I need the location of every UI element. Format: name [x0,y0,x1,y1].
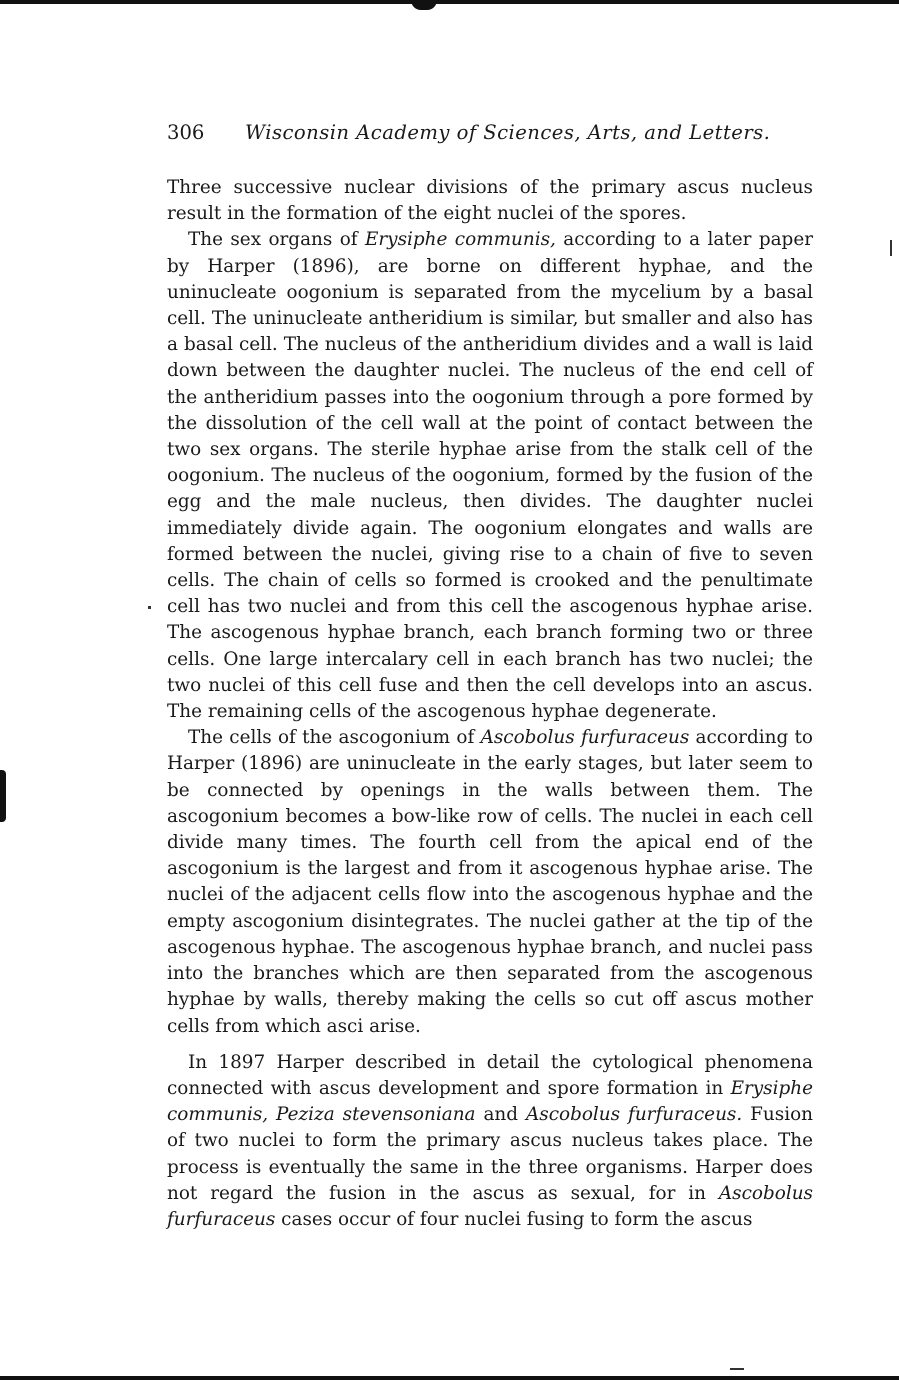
taxon-name: Ascobolus furfuraceus [480,727,690,749]
text-run: In 1897 Harper described in detail the cytological phenomena connected with ascus development and spore formation in [167,1051,813,1099]
taxon-name: Erysiphe communis, Peziza stevensoniana [167,1077,813,1126]
page-number: 306 [167,121,205,144]
text-run: Three successive nuclear divisions of the primary ascus nucleus result in the formation of the eight nuclei of the spores. [167,177,813,225]
paragraph [167,227,813,725]
text-run: Fusion of two nuclei to form the primary ascus nucleus takes place. The process is eventually the same in the three organisms. Harper does not regard the fusion in the ascus as sexual, for in [167,1104,813,1204]
scan-speck [890,240,892,256]
taxon-name: Ascobolus furfuraceus. [525,1104,743,1126]
paragraph [167,1050,813,1233]
scan-left-edge-mark [0,770,6,822]
paragraph [167,175,813,227]
binding-mark [411,0,437,10]
text-run: and [475,1104,526,1126]
running-title: Wisconsin Academy of Sciences, Arts, and Letters. [245,121,771,144]
paragraph [167,725,813,1039]
scan-bottom-edge [0,1376,899,1380]
text-run: The cells of the ascogonium of [188,727,481,749]
scan-top-edge [0,0,899,4]
text-run: according to a later paper by Harper (1896), are borne on different hyphae, and the uninucleate oogonium is separated from the mycelium by a basal cell. The uninucleate antheridium is similar, but smaller and also has a basal cell. The nucleus of the antheridium divides and a wall is laid down between the daughter nuclei. The nucleus of the end cell of the antheridium passes into the oogonium through a pore formed by the dissolution of the cell wall at the point of contact between the two sex organs. The sterile hyphae arise from the stalk cell of the oogonium. The nucleus of the oogonium, formed by the fusion of the egg and the male nucleus, then divides. The daughter nuclei immediately divide again. The oogonium elongates and walls are formed between the nuclei, giving rise to a chain of five to seven cells. The chain of cells so formed is crooked and the penultimate cell has two nuclei and from this cell the ascogenous hyphae arise. The ascogenous hyphae branch, each branch forming two or three cells. One large intercalary cell in each branch has two nuclei; the two nuclei of this cell fuse and then the cell develops into an ascus. The remaining cells of the ascogenous hyphae degenerate. [167,229,813,723]
scan-speck [148,606,151,609]
text-run: according to Harper (1896) are uninucleate in the early stages, but later seem to be connected by openings in the walls between them. The ascogonium becomes a bow-like row of cells. The nuclei in each cell divide many times. The fourth cell from the apical end of the ascogonium is the largest and from it ascogenous hyphae arise. The nuclei of the adjacent cells flow into the ascogenous hyphae and the empty ascogonium disintegrates. The nuclei gather at the tip of the ascogenous hyphae. The ascogenous hyphae branch, and nuclei pass into the branches which are then separated from the ascogenous hyphae by walls, thereby making the cells so cut off ascus mother cells from which asci arise. [167,727,813,1037]
taxon-name: Ascobolus furfuraceus [167,1182,813,1230]
scan-speck [730,1368,744,1370]
text-run: cases occur of four nuclei fusing to form the ascus [275,1208,753,1230]
taxon-name: Erysiphe communis, [364,229,556,251]
page-header [167,118,817,148]
text-run: The sex organs of [188,229,365,251]
body-text [167,175,813,1233]
